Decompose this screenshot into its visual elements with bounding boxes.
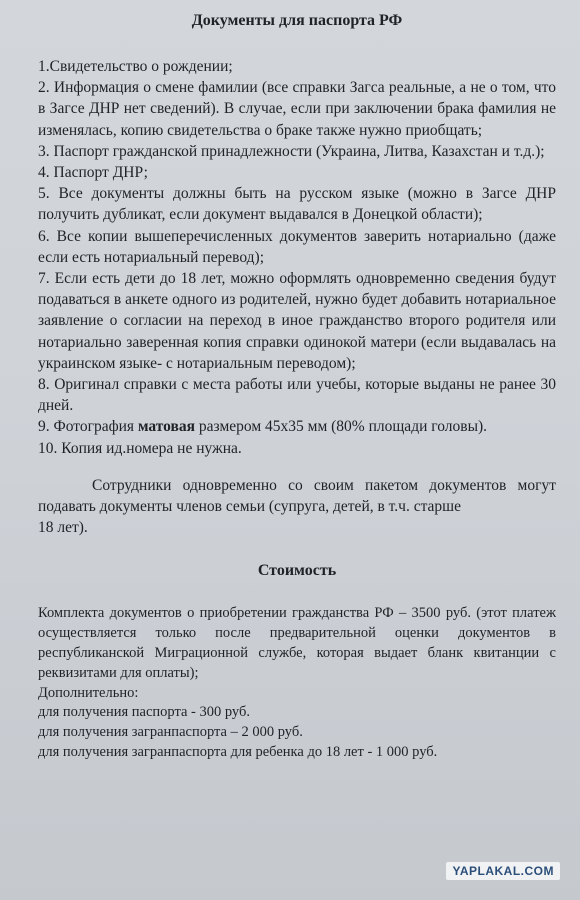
list-item: 10. Копия ид.номера не нужна. bbox=[38, 439, 242, 457]
photo-text-bold: матовая bbox=[137, 418, 196, 436]
list-item-photo bbox=[38, 416, 556, 437]
list-item: 4. Паспорт ДНР; bbox=[38, 164, 148, 182]
list-item: 2. Информация о смене фамилии (все справки Загса реальные, а не о том, что в Загсе ДНР нет сведений). В случае, если при заключении брака фамилия не изменялась, копию свидетельства о браке также нужно приобщать; bbox=[38, 79, 556, 139]
additional-item-passport: для получения паспорта - 300 руб. bbox=[38, 704, 250, 721]
document-title: Документы для паспорта РФ bbox=[191, 12, 403, 29]
list-item: 1.Свидетельство о рождении; bbox=[38, 58, 233, 75]
family-note-end: 18 лет). bbox=[38, 519, 88, 537]
watermark: YAPLAKAL.COM bbox=[446, 862, 560, 880]
list-item: 3. Паспорт гражданской принадлежности (Украина, Литва, Казахстан и т.д.); bbox=[38, 142, 545, 160]
family-note: Сотрудники одновременно со своим пакетом документов могут подавать документы членов семьи (супруга, детей, в т.ч. старше bbox=[38, 476, 556, 516]
additional-item-foreign-passport: для получения загранпаспорта – 2 000 руб. bbox=[38, 724, 303, 741]
cost-main: Комплекта документов о приобретении гражданства РФ – 3500 руб. (этот платеж осуществляется только после предварительной оценки документов в республиканской Миграционной службе, которая выдает бланк квитанции с реквизитами для оплаты); bbox=[38, 605, 556, 681]
list-item: 7. Если есть дети до 18 лет, можно оформлять одновременно сведения будут подаваться в анкете одного из родителей, нужно будет добавить нотариальное заявление о согласии на переход в иное гражданство второго родителя или нотариально заверенная копия справки одинокой матери (если выдавалась на украинском языке- с нотариальным переводом); bbox=[38, 270, 556, 372]
list-item: 5. Все документы должны быть на русском языке (можно в Загсе ДНР получить дубликат, если документ выдавался в Донецкой области); bbox=[38, 185, 556, 224]
additional-item-child-passport: для получения загранпаспорта для ребенка до 18 лет - 1 000 руб. bbox=[38, 744, 438, 761]
documents-list bbox=[38, 56, 556, 459]
photo-text-after: размером 45х35 мм (80% площади головы). bbox=[195, 418, 488, 436]
additional-label: Дополнительно: bbox=[38, 684, 139, 701]
photo-text-before: 9. Фотография bbox=[38, 418, 138, 436]
list-item: 8. Оригинал справки с места работы или учебы, которые выданы не ранее 30 дней. bbox=[38, 376, 556, 415]
cost-title: Стоимость bbox=[257, 562, 337, 580]
list-item: 6. Все копии вышеперечисленных документов заверить нотариально (даже если есть нотариальный перевод); bbox=[38, 227, 556, 266]
